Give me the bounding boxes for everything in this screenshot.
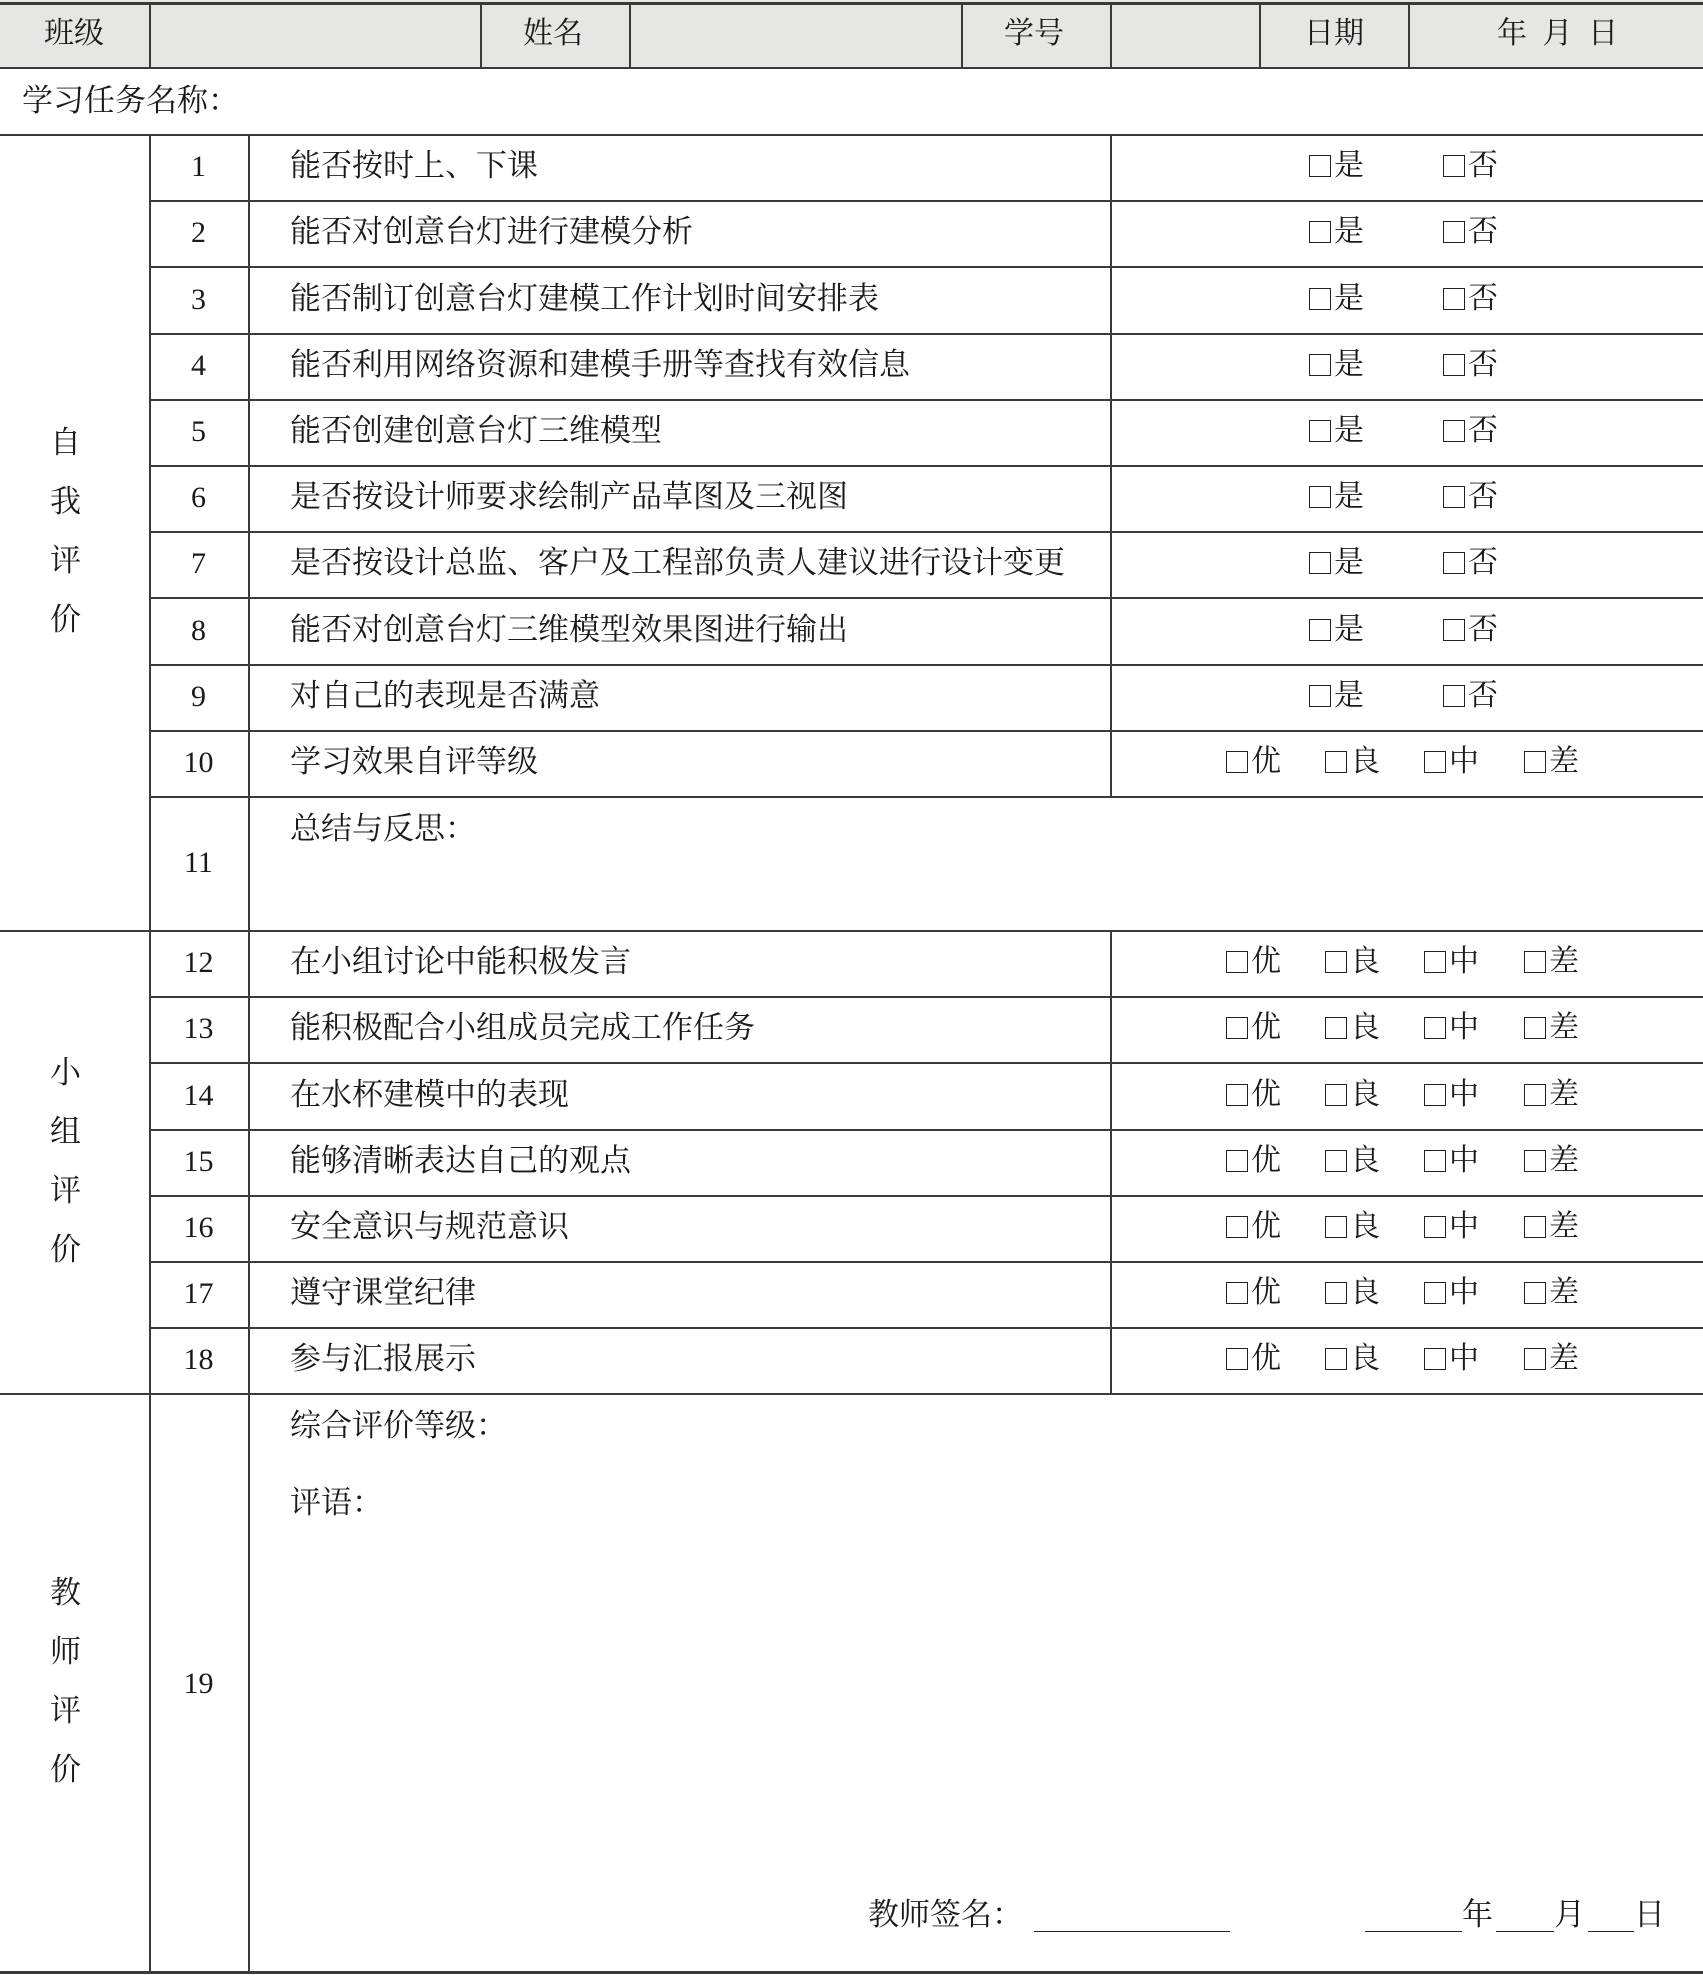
checkbox-icon (1309, 552, 1331, 574)
no-checkbox[interactable] (1443, 412, 1498, 448)
grade-checkbox[interactable] (1325, 1142, 1380, 1178)
year-blank[interactable] (1365, 1931, 1462, 1932)
option-label: 差 (1549, 743, 1579, 779)
checkbox-icon (1325, 951, 1347, 973)
checkbox-icon (1524, 1084, 1546, 1106)
option-label: 否 (1468, 479, 1498, 515)
checkbox-icon (1443, 486, 1465, 508)
checkbox-icon (1325, 751, 1347, 773)
grid-line (149, 730, 1703, 732)
option-label: 否 (1468, 611, 1498, 647)
grid-line (149, 597, 1703, 599)
grid-line (149, 399, 1703, 401)
option-label: 是 (1334, 677, 1364, 713)
grade-checkbox[interactable] (1226, 743, 1281, 779)
row-number: 17 (183, 1277, 214, 1311)
option-label: 中 (1449, 944, 1479, 980)
no-checkbox[interactable] (1443, 280, 1498, 316)
grid-line (961, 2, 963, 68)
checkbox-icon (1424, 1282, 1446, 1304)
month-blank[interactable] (1496, 1931, 1554, 1932)
checkbox-icon (1524, 1017, 1546, 1039)
option-label: 良 (1350, 1142, 1380, 1178)
row-number: 2 (191, 216, 206, 250)
grid-line (0, 2, 1703, 5)
criterion-text: 能否利用网络资源和建模手册等查找有效信息 (290, 346, 910, 383)
grade-checkbox[interactable] (1325, 1076, 1380, 1112)
grid-line (1408, 2, 1410, 68)
checkbox-icon (1226, 1282, 1248, 1304)
checkbox-icon (1524, 951, 1546, 973)
row-number: 13 (183, 1012, 214, 1046)
section-char: 评 (50, 543, 81, 579)
grade-checkbox[interactable] (1524, 944, 1579, 980)
grade-checkbox[interactable] (1424, 1076, 1479, 1112)
option-label: 良 (1350, 1076, 1380, 1112)
checkbox-icon (1309, 288, 1331, 310)
grid-line (1110, 134, 1112, 796)
row-number: 16 (183, 1210, 214, 1244)
grade-checkbox[interactable] (1424, 1010, 1479, 1046)
no-checkbox[interactable] (1443, 346, 1498, 382)
name-field[interactable] (630, 3, 960, 66)
criterion-text: 在水杯建模中的表现 (290, 1076, 569, 1113)
row-number: 15 (183, 1144, 214, 1178)
checkbox-icon (1424, 1348, 1446, 1370)
yes-checkbox[interactable] (1309, 280, 1364, 316)
teacher-eval-section-label (50, 1564, 81, 1800)
option-label: 良 (1350, 1010, 1380, 1046)
year-label: 年 (1462, 1897, 1493, 1933)
option-label: 否 (1468, 280, 1498, 316)
grade-checkbox[interactable] (1424, 1341, 1479, 1377)
grid-line (149, 134, 151, 1974)
reflection-field[interactable] (290, 852, 1680, 922)
option-label: 差 (1549, 1010, 1579, 1046)
option-label: 中 (1449, 1076, 1479, 1112)
grid-line (629, 2, 631, 68)
option-label: 良 (1350, 944, 1380, 980)
option-label: 是 (1334, 346, 1364, 382)
yes-checkbox[interactable] (1309, 545, 1364, 581)
checkbox-icon (1424, 1216, 1446, 1238)
date-label: 日期 (1304, 16, 1364, 51)
option-label: 差 (1549, 1076, 1579, 1112)
checkbox-icon (1309, 155, 1331, 177)
option-label: 差 (1549, 1341, 1579, 1377)
task-name-field[interactable] (250, 72, 1690, 132)
self-eval-section-label (50, 414, 81, 650)
option-label: 是 (1334, 214, 1364, 250)
grade-checkbox[interactable] (1524, 1275, 1579, 1311)
grid-line (149, 1327, 1703, 1329)
row-number: 14 (183, 1078, 214, 1112)
grade-checkbox[interactable] (1226, 1142, 1281, 1178)
criterion-text: 参与汇报展示 (290, 1341, 476, 1378)
row-number: 6 (191, 481, 206, 515)
grade-checkbox[interactable] (1226, 1076, 1281, 1112)
yes-checkbox[interactable] (1309, 148, 1364, 184)
checkbox-icon (1524, 1150, 1546, 1172)
checkbox-icon (1424, 1084, 1446, 1106)
grade-checkbox[interactable] (1325, 944, 1380, 980)
section-char: 组 (50, 1114, 81, 1150)
option-label: 是 (1334, 412, 1364, 448)
class-field[interactable] (150, 3, 480, 66)
grid-line (0, 67, 1703, 69)
grade-checkbox[interactable] (1226, 1341, 1281, 1377)
criterion-text: 能否创建创意台灯三维模型 (290, 412, 662, 449)
yes-checkbox[interactable] (1309, 677, 1364, 713)
option-label: 差 (1549, 944, 1579, 980)
criterion-text: 能否对创意台灯三维模型效果图进行输出 (290, 611, 848, 648)
row-number: 19 (183, 1666, 214, 1700)
section-char: 评 (50, 1173, 81, 1209)
checkbox-icon (1309, 221, 1331, 243)
row-number: 7 (191, 547, 206, 581)
date-value: 年 月 日 (1497, 16, 1619, 51)
name-label: 姓名 (523, 16, 583, 51)
checkbox-icon (1424, 951, 1446, 973)
checkbox-icon (1424, 1017, 1446, 1039)
section-char: 教 (50, 1575, 81, 1611)
checkbox-icon (1226, 951, 1248, 973)
checkbox-icon (1325, 1216, 1347, 1238)
section-char: 价 (50, 1232, 81, 1268)
yes-checkbox[interactable] (1309, 611, 1364, 647)
criterion-text: 在小组讨论中能积极发言 (290, 944, 631, 981)
option-label: 优 (1251, 1010, 1281, 1046)
option-label: 是 (1334, 479, 1364, 515)
student-id-field[interactable] (1112, 3, 1258, 66)
checkbox-icon (1226, 751, 1248, 773)
task-name-label: 学习任务名称： (22, 83, 239, 119)
criterion-text: 总结与反思： (290, 811, 476, 847)
grade-checkbox[interactable] (1226, 1275, 1281, 1311)
teacher-comment-label: 评语： (290, 1485, 383, 1521)
option-label: 优 (1251, 1275, 1281, 1311)
no-checkbox[interactable] (1443, 545, 1498, 581)
section-char: 师 (50, 1634, 81, 1670)
criterion-text: 对自己的表现是否满意 (290, 677, 600, 714)
option-label: 优 (1251, 1142, 1281, 1178)
yes-checkbox[interactable] (1309, 479, 1364, 515)
section-char: 价 (50, 1752, 81, 1788)
grid-line (480, 2, 482, 68)
grade-checkbox[interactable] (1424, 1275, 1479, 1311)
option-label: 良 (1350, 1341, 1380, 1377)
option-label: 优 (1251, 1341, 1281, 1377)
checkbox-icon (1325, 1150, 1347, 1172)
option-label: 否 (1468, 346, 1498, 382)
checkbox-icon (1443, 420, 1465, 442)
no-checkbox[interactable] (1443, 611, 1498, 647)
grade-checkbox[interactable] (1524, 1142, 1579, 1178)
option-label: 否 (1468, 545, 1498, 581)
checkbox-icon (1309, 486, 1331, 508)
checkbox-icon (1443, 221, 1465, 243)
criterion-text: 学习效果自评等级 (290, 743, 538, 780)
no-checkbox[interactable] (1443, 214, 1498, 250)
day-label: 日 (1634, 1897, 1665, 1933)
option-label: 差 (1549, 1208, 1579, 1244)
grade-checkbox[interactable] (1524, 1010, 1579, 1046)
month-label: 月 (1554, 1897, 1585, 1933)
grid-line (149, 465, 1703, 467)
row-number: 3 (191, 282, 206, 316)
checkbox-icon (1424, 751, 1446, 773)
section-char: 小 (50, 1055, 81, 1091)
checkbox-icon (1443, 685, 1465, 707)
checkbox-icon (1524, 751, 1546, 773)
grade-checkbox[interactable] (1325, 1341, 1380, 1377)
checkbox-icon (1226, 1017, 1248, 1039)
grade-checkbox[interactable] (1524, 1341, 1579, 1377)
grade-checkbox[interactable] (1325, 1275, 1380, 1311)
row-number: 10 (183, 745, 214, 779)
checkbox-icon (1443, 288, 1465, 310)
row-number: 4 (191, 348, 206, 382)
option-label: 中 (1449, 1208, 1479, 1244)
checkbox-icon (1524, 1216, 1546, 1238)
checkbox-icon (1443, 552, 1465, 574)
grade-checkbox[interactable] (1424, 1208, 1479, 1244)
grade-checkbox[interactable] (1524, 743, 1579, 779)
checkbox-icon (1424, 1150, 1446, 1172)
checkbox-icon (1309, 619, 1331, 641)
row-number: 18 (183, 1343, 214, 1377)
day-blank[interactable] (1588, 1931, 1634, 1932)
option-label: 优 (1251, 944, 1281, 980)
checkbox-icon (1309, 354, 1331, 376)
option-label: 优 (1251, 1208, 1281, 1244)
option-label: 中 (1449, 1341, 1479, 1377)
student-id-label: 学号 (1004, 16, 1064, 51)
checkbox-icon (1443, 354, 1465, 376)
option-label: 良 (1350, 1208, 1380, 1244)
no-checkbox[interactable] (1443, 479, 1498, 515)
grid-line (149, 200, 1703, 202)
checkbox-icon (1309, 420, 1331, 442)
checkbox-icon (1443, 155, 1465, 177)
grade-checkbox[interactable] (1424, 743, 1479, 779)
grade-checkbox[interactable] (1325, 743, 1380, 779)
section-char: 自 (50, 425, 81, 461)
grid-line (149, 1261, 1703, 1263)
option-label: 否 (1468, 412, 1498, 448)
row-number: 1 (191, 150, 206, 184)
grid-line (0, 930, 1703, 932)
grade-checkbox[interactable] (1524, 1076, 1579, 1112)
option-label: 差 (1549, 1142, 1579, 1178)
group-eval-section-label (50, 1044, 81, 1280)
no-checkbox[interactable] (1443, 677, 1498, 713)
grade-checkbox[interactable] (1226, 1010, 1281, 1046)
checkbox-icon (1325, 1282, 1347, 1304)
teacher-comment-area[interactable] (290, 1530, 1680, 1870)
row-number: 5 (191, 414, 206, 448)
teacher-signature-label: 教师签名： (868, 1897, 1023, 1933)
grade-checkbox[interactable] (1226, 944, 1281, 980)
grade-checkbox[interactable] (1325, 1010, 1380, 1046)
row-number: 11 (184, 846, 213, 879)
option-label: 良 (1350, 1275, 1380, 1311)
grid-line (149, 664, 1703, 666)
section-char: 评 (50, 1693, 81, 1729)
grid-line (248, 134, 250, 1974)
criterion-text: 能否对创意台灯进行建模分析 (290, 214, 693, 251)
option-label: 良 (1350, 743, 1380, 779)
grid-line (1259, 2, 1261, 68)
criterion-text: 能够清晰表达自己的观点 (290, 1142, 631, 1179)
option-label: 否 (1468, 677, 1498, 713)
row-number: 9 (191, 679, 206, 713)
criterion-text: 是否按设计师要求绘制产品草图及三视图 (290, 479, 848, 516)
yes-checkbox[interactable] (1309, 214, 1364, 250)
row-number: 8 (191, 613, 206, 647)
section-char: 价 (50, 602, 81, 638)
criterion-text: 能积极配合小组成员完成工作任务 (290, 1010, 755, 1047)
option-label: 差 (1549, 1275, 1579, 1311)
checkbox-icon (1226, 1084, 1248, 1106)
checkbox-icon (1309, 685, 1331, 707)
option-label: 中 (1449, 1142, 1479, 1178)
criterion-text: 能否制订创意台灯建模工作计划时间安排表 (290, 280, 879, 317)
grid-line (0, 1971, 1703, 1974)
checkbox-icon (1443, 619, 1465, 641)
option-label: 中 (1449, 743, 1479, 779)
criterion-text: 安全意识与规范意识 (290, 1208, 569, 1245)
grid-line (0, 1393, 1703, 1395)
checkbox-icon (1226, 1150, 1248, 1172)
signature-line[interactable] (1034, 1931, 1230, 1932)
option-label: 是 (1334, 280, 1364, 316)
grid-line (149, 2, 151, 68)
checkbox-icon (1524, 1348, 1546, 1370)
grid-line (149, 796, 1703, 798)
grid-line (0, 134, 1703, 136)
no-checkbox[interactable] (1443, 148, 1498, 184)
option-label: 中 (1449, 1010, 1479, 1046)
criterion-text: 综合评价等级： (290, 1408, 507, 1444)
checkbox-icon (1325, 1348, 1347, 1370)
grade-checkbox[interactable] (1424, 1142, 1479, 1178)
grid-line (1110, 930, 1112, 1393)
grid-line (149, 1129, 1703, 1131)
option-label: 否 (1468, 214, 1498, 250)
grade-checkbox[interactable] (1524, 1208, 1579, 1244)
grid-line (149, 333, 1703, 335)
criterion-text: 遵守课堂纪律 (290, 1275, 476, 1312)
grid-line (149, 531, 1703, 533)
criterion-text: 是否按设计总监、客户及工程部负责人建议进行设计变更 (290, 545, 1065, 582)
option-label: 中 (1449, 1275, 1479, 1311)
checkbox-icon (1524, 1282, 1546, 1304)
checkbox-icon (1325, 1017, 1347, 1039)
option-label: 否 (1468, 148, 1498, 184)
grade-checkbox[interactable] (1325, 1208, 1380, 1244)
section-char: 我 (50, 484, 81, 520)
grid-line (1110, 2, 1112, 68)
row-number: 12 (183, 946, 214, 980)
grid-line (149, 996, 1703, 998)
checkbox-icon (1226, 1348, 1248, 1370)
grade-checkbox[interactable] (1226, 1208, 1281, 1244)
yes-checkbox[interactable] (1309, 346, 1364, 382)
grid-line (149, 266, 1703, 268)
option-label: 是 (1334, 545, 1364, 581)
grid-line (149, 1062, 1703, 1064)
grid-line (149, 1195, 1703, 1197)
option-label: 优 (1251, 743, 1281, 779)
criterion-text: 能否按时上、下课 (290, 148, 538, 185)
checkbox-icon (1226, 1216, 1248, 1238)
checkbox-icon (1325, 1084, 1347, 1106)
grade-checkbox[interactable] (1424, 944, 1479, 980)
class-label: 班级 (44, 16, 104, 51)
yes-checkbox[interactable] (1309, 412, 1364, 448)
option-label: 优 (1251, 1076, 1281, 1112)
option-label: 是 (1334, 611, 1364, 647)
option-label: 是 (1334, 148, 1364, 184)
